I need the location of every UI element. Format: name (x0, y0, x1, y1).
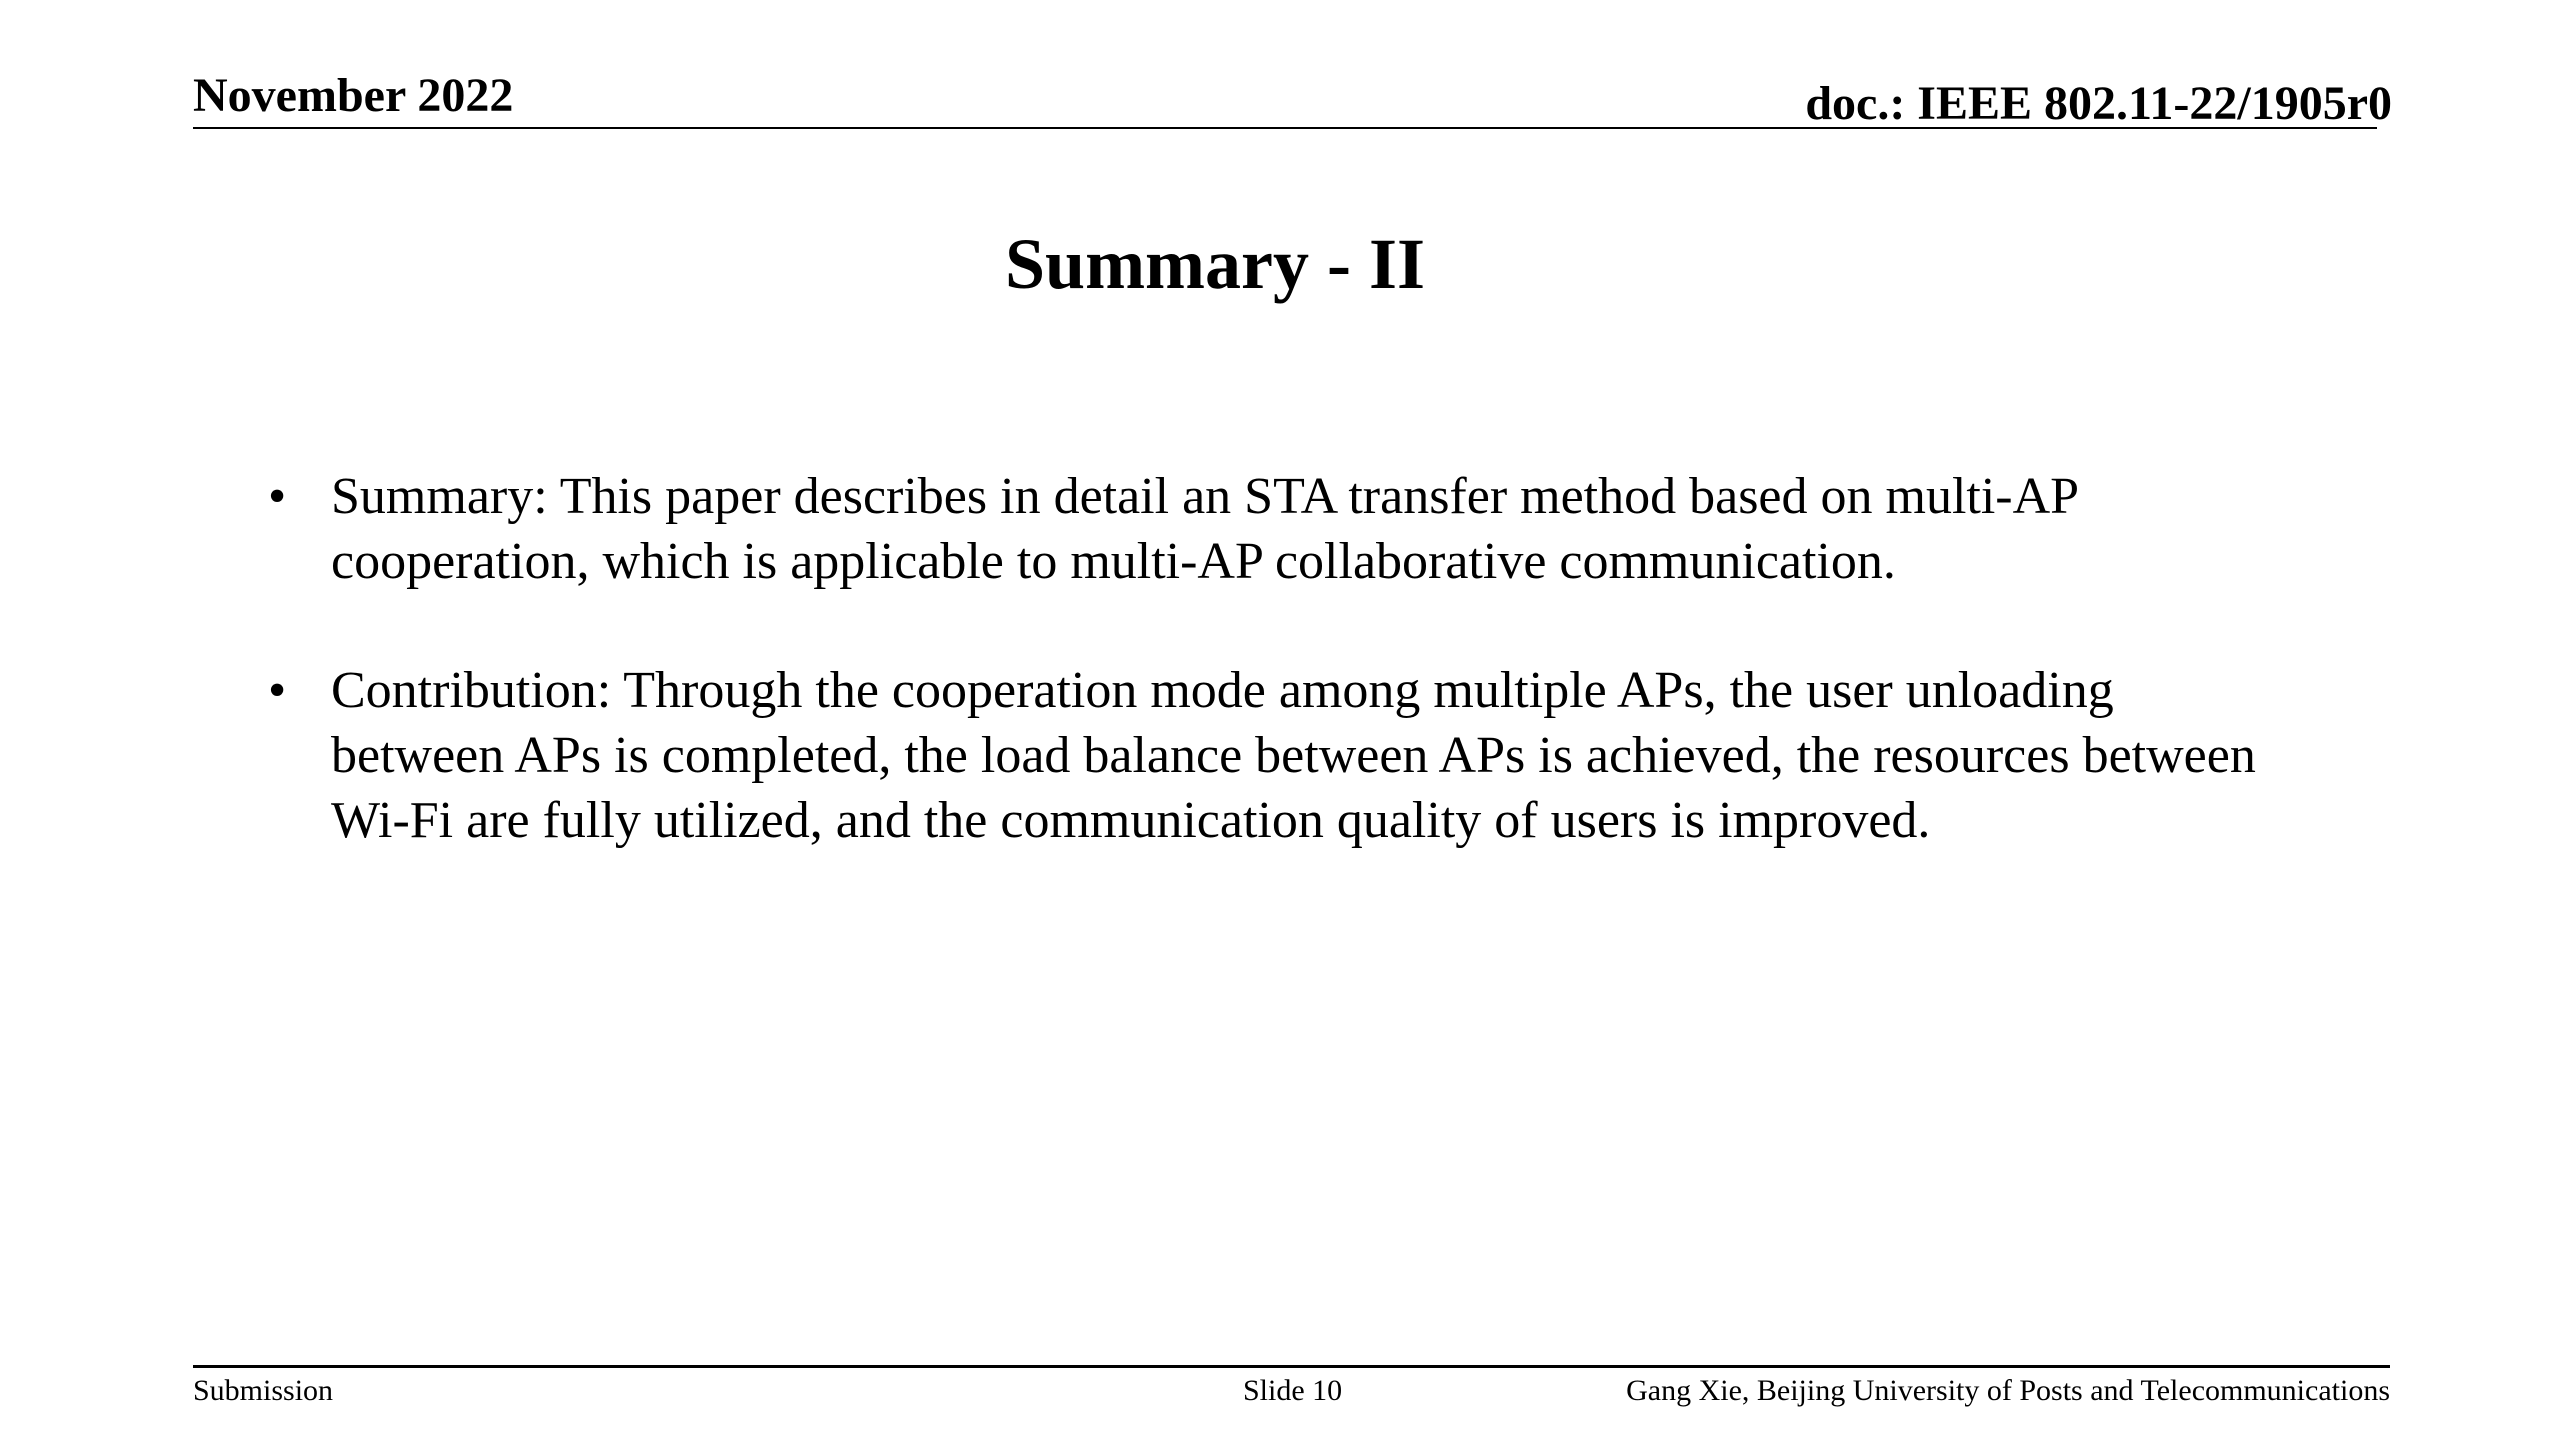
header-date: November 2022 (193, 69, 514, 122)
bullet-icon: • (268, 662, 287, 719)
bullet-text-contribution: Contribution: Through the cooperation mode among multiple APs, the user unloading between APs is completed, the load balance between APs is achieved, the resources between Wi-Fi are fully utilized, and the communication quality of users is improved. (331, 662, 2256, 849)
bullet-item-summary (268, 464, 2268, 594)
bullet-item-contribution (268, 658, 2268, 853)
footer-submission: Submission (193, 1374, 334, 1407)
header-doc-id: doc.: IEEE 802.11-22/1905r0 (1805, 77, 2392, 130)
bullet-text-summary: Summary: This paper describes in detail an STA transfer method based on multi-AP cooperation, which is applicable to multi-AP collaborative communication. (331, 468, 2078, 590)
slide-title: Summary - II (1004, 224, 1425, 304)
bullet-list (268, 464, 2268, 917)
footer-divider (193, 1365, 2390, 1368)
bullet-icon: • (268, 468, 287, 525)
footer-author: Gang Xie, Beijing University of Posts and Telecommunications (1626, 1374, 2390, 1407)
footer-slide-number: Slide 10 (1243, 1374, 1343, 1407)
header-divider (193, 127, 2377, 129)
